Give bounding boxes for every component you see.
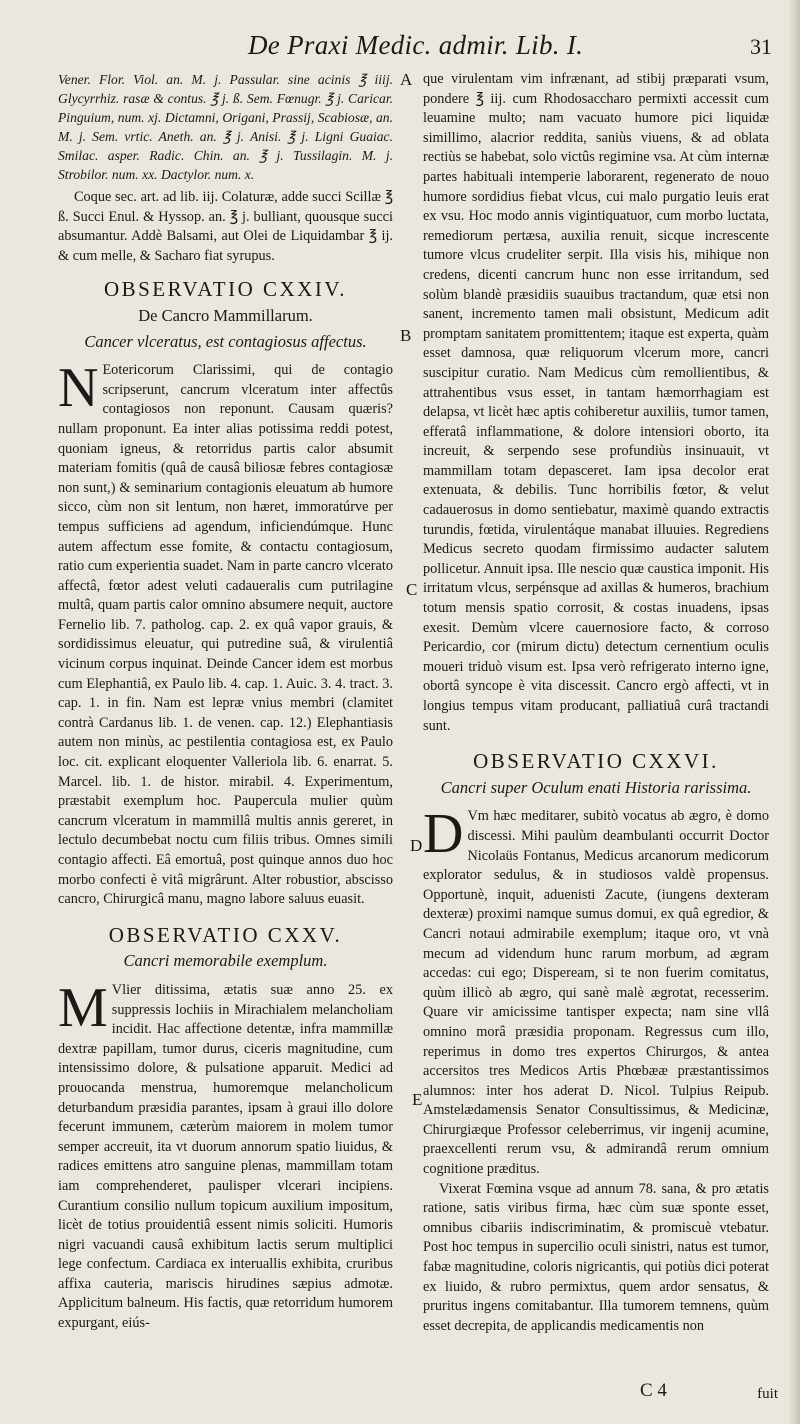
observation-126-paragraph-2: Vixerat Fœmina vsque ad annum 78. sana, & pro ætatis ratione, satis viribus firma, hæc cùm suæ sponte esset, omnibus cibariis indiscriminatim, & promiscuè vtebatur. Post hoc tempus in supercilio oculi sinistri, natus est tumor, fabæ magnitudine, coloris nigricantis, qui potiùs dici poterat ex liuido, & rubro permixtus, quem ardor sensatus, & pruritus ingens comitabantur. Illa tumorem temnens, quùm esset decrepita, de applicandis medicamentis non xyxy=(423,1180,769,1334)
catchword: fuit xyxy=(757,1386,778,1402)
margin-letter-a: A xyxy=(400,70,413,89)
dropcap: D xyxy=(423,803,464,866)
page-number: 31 xyxy=(750,34,772,59)
right-column xyxy=(423,70,769,1336)
margin-letter-e: E xyxy=(412,1090,423,1109)
observation-126-body xyxy=(423,803,769,1179)
left-column xyxy=(58,70,393,1334)
observation-125-tagline: Cancri memorabile exemplum. xyxy=(123,951,328,971)
observation-125-body xyxy=(58,976,393,1334)
observation-124-tagline: Cancer vlceratus, est contagiosus affectus. xyxy=(84,331,367,351)
page-edge-shadow xyxy=(788,0,800,1424)
observation-124-body xyxy=(58,357,393,910)
observation-125-heading: OBSERVATIO CXXV. xyxy=(108,922,343,947)
recipe-paragraph: Vener. Flor. Viol. an. M. j. Passular. sine acinis ℥ iiij. Glycyrrhiz. rasæ & contus. ℥ j. ß. Sem. Fœnugr. ℥ j. Caricar. Pinguium, num. xj. Dictamni, Origani, Prassij, Scabiosæ, an. M. j. Sem. vrtic. Aneth. an. ℥ j. Anisi. ℥ j. Ligni Guaiac. Smilac. asper. Radic. Chin. an. ℥ j. Tussilagin. M. j. Strobilor. num. xx. Dactylor. num. x. xyxy=(58,72,393,182)
running-head-title: De Praxi Medic. admir. Lib. I. xyxy=(248,30,584,60)
dropcap: M xyxy=(58,976,108,1039)
observation-126-heading: OBSERVATIO CXXVI. xyxy=(473,749,719,774)
dropcap: N xyxy=(58,357,99,420)
observation-125-text: Vlier ditissima, ætatis suæ anno 25. ex suppressis lochiis in Mirachialem melancholiam incidit. Hac affectione detentæ, infra mammillæ dextræ papillam, tumor durus, ciceris magnitudine, cum intensissimo dolore, & pulsatione apparuit. Medici ad prouocanda menstrua, humoremque melancholicum deturbandum præsidia parantes, ipsam à graui illo dolore fecerunt immunem, cæterùm maiorem in molem tumor semper accreuit, ita vt duorum annorum spatio liuidus, & radices emittens atro sanguine plenas, mammillam totam iam comprehenderet, paulisper vlcerari incipiens. Curantium consilio nullum topicum auxilium impositum, licèt de totius prouidentiâ essent nimis soliciti. Humoris nigri vacuandi causâ exhibitum lactis serum multiplici lege confectum. Cardiaca ex interuallis exhibita, cruribus affixa cauteria, mariscis hirudines sæpius admotæ. Applicitum balneum. His factis, quæ retorridum humorem expurgant, eiús- xyxy=(58,981,393,1332)
observation-124-subtitle: De Cancro Mammillarum. xyxy=(138,305,313,325)
margin-letter-c: C xyxy=(406,580,418,599)
margin-letter-b: B xyxy=(400,326,412,345)
margin-letter-d: D xyxy=(410,836,423,855)
signature-mark: C 4 xyxy=(640,1380,667,1401)
running-head xyxy=(0,28,800,68)
observation-124-heading: OBSERVATIO CXXIV. xyxy=(103,277,348,302)
observation-124-text: Eotericorum Clarissimi, qui de contagio scripserunt, cancrum vlceratum inter affectûs contagiosos non reponunt. Causam quæris? nullam proponunt. Ea inter alias potissima reddi potest, quoniam igneus, & retorridus partis calor absumit materiam fomitis (quâ de causâ biliosæ febres contagiosæ non sunt,) & seminarium contagionis eleuatum ab humore sicco, cùm non sit lentum, non hæret, immoratúrve per tempus sufficiens ad agendum, inficiendúmque. Hunc autem affectum esse fomite, & contactu contagiosum, ratio cum experientia suadet. Nam in parte cancro vlcerato affectâ, fœtor adest veluti cadaueralis cum putrilagine multâ, quam partis calor omnino absumere nequit, auctore Fernelio lib. 7. patholog. cap. 2. ex quâ vapor grauis, & sordidissimus eleuatur, qui putredine suâ, & virulentiâ vicinum corpus inquinat. Deinde Cancer idem est morbus cum Elephantiâ, ex Paulo lib. 4. cap. 1. Auic. 3. 4. tract. 3. cap. 1. in fin. Nam est lepræ vnius membri (clamitet contrà Cardanus lib. 1. de venen. cap. 12.) Elephantiasis autem non minùs, ac pestilentia contagiosa est, ex Paulo loc. cit. explicant eloquenter Valleriola lib. 6. enarrat. 5. Marcel. lib. 1. de histor. mirabil. 4. Experimentum, præstabit exemplum hoc. Paupercula mulier quùm cancrum vlceratum in mammillâ multis annis gereret, in lectulo decumbebat noctu cum filiis tribus. Omnes simili contagio affecti. Eâ emortuâ, post quinque annos duo hoc morbo confecti è vitâ migrârunt. Alter robustior, abscisso cancro, Chirurgicâ manu, magno labore saluus euasit. xyxy=(58,362,393,908)
recipe-instructions: Coque sec. art. ad lib. iij. Colaturæ, adde succi Scillæ ℥ ß. Succi Enul. & Hyssop. an. ℥ j. bulliant, quousque succi absumantur. Addè Balsami, aut Olei de Liquidambar ℥ ij. & cum melle, & Sacharo fiat syrupus. xyxy=(58,189,393,264)
observation-126-text: Vm hæc meditarer, subitò vocatus ab ægro, è domo discessi. Mihi paulùm deambulanti occurrit Doctor Nicolaüs Fontanus, Medicus arcanorum medicorum explorator sedulus, & in studiosos valdè propensus. Opportunè, inquit, aduenisti Zacute, (iungens dexteram dexteræ) proximi namque sumus domui, ex quâ egredior, & Cancri notaui admirabile exemplum; itaque oro, vt vnà mecum ad videndum hunc rarum morbum, ad ægram accedas: cui ego; Dispeream, si te non fuerim comitatus, quùm illicò ab ægro, qui sanè malè ægrotat, recesserim. Quare vir amicissime tantisper expecta; nam sine vllâ omnino morâ præsidia proponam. Regressus cum illo, reperimus in domo tres expertos Chirurgos, & antea accersitos tres Medicos Artis Phœbææ præstantissimos alumnos: inter hos aderat D. Nicol. Tulpius Reipub. Amstelædamensis Senator Consultissimus, & Medicinæ, Chirurgiæque Professor celeberrimus, vir ingenij acumine, praexcellenti rerum vsu, & admirandâ rerum omnium cognitione præditus. xyxy=(423,808,769,1178)
observation-126-tagline: Cancri super Oculum enati Historia rarissima. xyxy=(440,777,752,797)
observation-125-continuation: que virulentam vim infrænant, ad stibij præparati vsum, pondere ℥ iij. cum Rhodosaccharo permixti accessit cum leuamine multo; nam vacuato humore pici liquidæ simillimo, alacrior reddita, saniùs viuens, & ad oblata rectiùs se habebat, solo victûs regimine vsa. At cùm internæ partes habituali intemperie laborarent, regenerato de nouo humore sordidius fiebat vlcus, cui malo purgatio leuis erat ex vsu. Hoc modo annis vigintiquatuor, cum morbo luctata, remediorum pertæsa, auxilia renuit, sicque increscente tumore vlcus crudeliter serpit. Illa visis his, mihique non credens, dicenti cancrum hunc non esse irritandum, sed solùm blandè præsidiis suauibus tractandum, quæ etsi non sanent, incremento tamen mali obsistunt, Medicum adit promptam sanitatem promittentem; itaque est experta, quàm esset damnosa, quæ reliquorum vlcerum more, cancri suscipitur curatio. Nam Medicus cùm remollientibus, & attrahentibus vsus esset, in tantam hæmorrhagiam est delapsa, vt licèt hæc aptis cohiberetur auxiliis, tumor tamen, efferatâ inflammatione, & dolore intensiori oborto, ita increuit, & serpendo sese profundiùs insinuauit, vt mammillam totam depasceret. Iam ipsa decolor erat extenuata, & debilis. Tunc horribilis fœtor, & velut cadauerosus in domo sentiebatur, maximè quando extractis turundis, fœtida, virulentáque manabat illuuies. Regrediens Medicus secreto quodam firmissimo audacter salutem pollicetur. Annuit ipsa. Ille nescio quæ caustica imponit. His irritatum vlcus, serpénsque ad axillas & humeros, brachium totum mensis spatio corrosit, & costas inuadens, ipsas exesit. Demùm vlcere cauernosiore facto, & corroso Pericardio, cor (mirum dictu) detectum cernentium oculis moueri triduò visum est. Ipsa verò refrigerato interno igne, obortâ syncope è vita discessit. Cancro ergò affecti, vt in longius tempus vitam producant, palliatiuâ curâ tractandi sunt. xyxy=(423,71,769,734)
